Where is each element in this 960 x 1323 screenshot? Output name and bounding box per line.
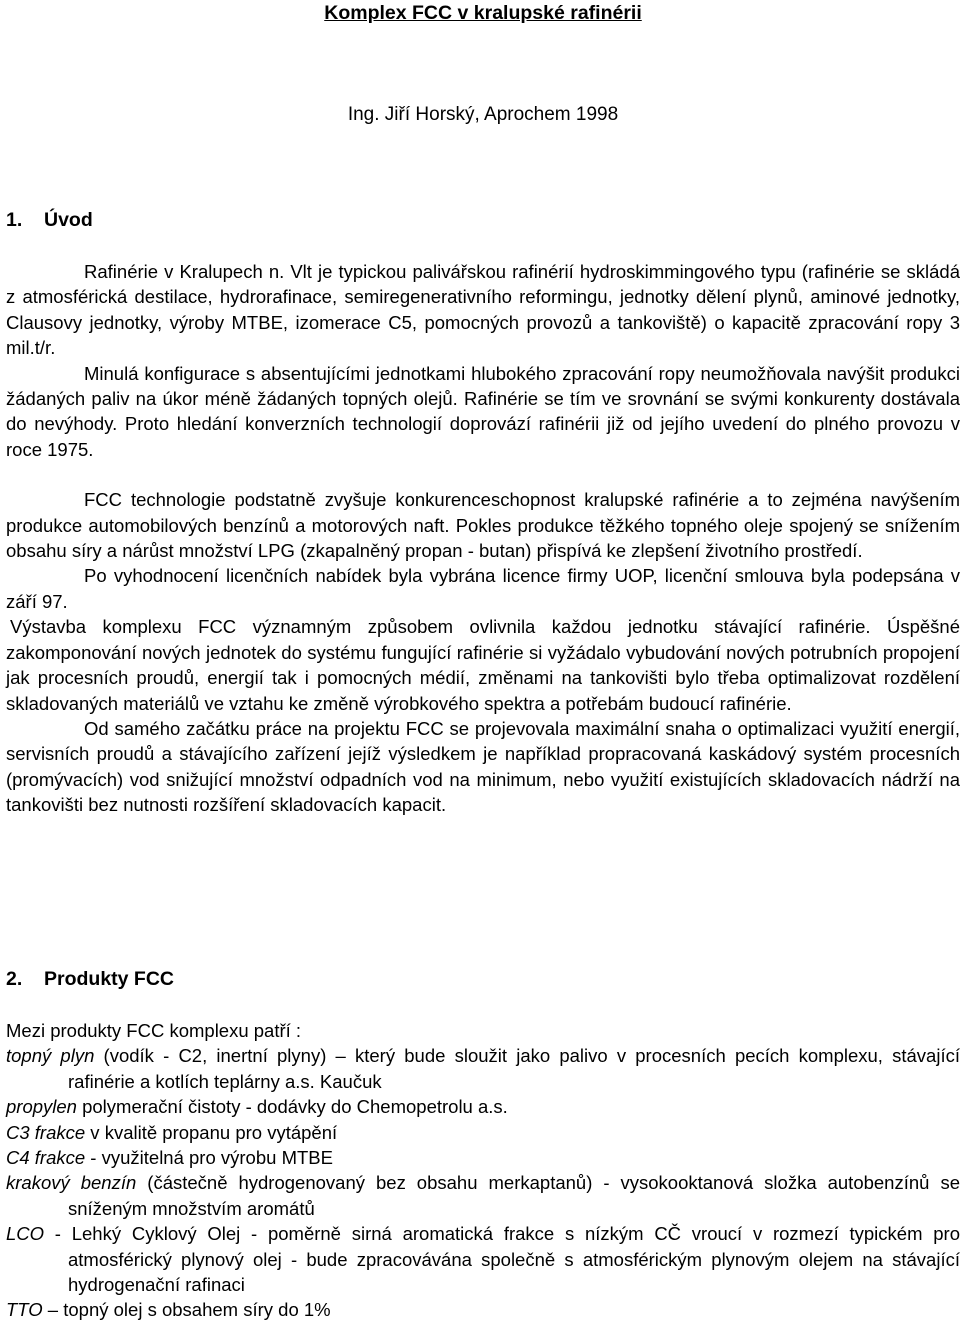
paragraph: Od samého začátku práce na projektu FCC se projevovala maximální snaha o optimalizaci využití energií, servisních proudů a stávajícího zařízení jejíž výsledkem je například propracovaná kaskádový systém procesních (promývacích) vod snižující množství odpadních vod na minimum, nebo využití existujících skladovacích nádrží na tankovišti bez nutnosti rozšíření skladovacích kapacit. (6, 717, 960, 816)
product-term: C4 frakce (6, 1147, 86, 1169)
product-description: polymerační čistoty - dodávky do Chemopetrolu a.s. (76, 1096, 508, 1118)
product-description: v kvalitě propanu pro vytápění (85, 1121, 338, 1143)
products-intro: Mezi produkty FCC komplexu patří : (6, 1020, 302, 1041)
paragraph: Minulá konfigurace s absentujícími jednotkami hlubokého zpracování ropy neumožňovala navýšit produkci žádaných paliv na úkor méně žádaných topných olejů. Rafinérie se tím ve srovnání se svými konkurenty dostávala do nevýhody. Proto hledání konverzních technologií doprovází rafinérii již od jejího uvedení do plného provozu v roce 1975. (6, 362, 960, 460)
product-term: TTO (6, 1299, 43, 1321)
paragraph: Po vyhodnocení licenčních nabídek byla vybrána licence firmy UOP, licenční smlouva byla podepsána v září 97. (6, 565, 960, 612)
product-item (6, 1145, 960, 1170)
product-item (6, 1297, 960, 1322)
product-term: propylen (6, 1096, 77, 1118)
product-description: - Lehký Cyklový Olej - poměrně sirná aromatická frakce s nízkým CČ vroucí v rozmezí typickém pro atmosférický plynový olej - bude zpracovávána společně s atmosférickým plynovým olejem na stávající hydrogenační rafinaci (44, 1223, 960, 1296)
product-description: (částečně hydrogenovaný bez obsahu merkaptanů) - vysokooktanová složka autobenzínů se sníženým množstvím aromátů (68, 1172, 960, 1219)
product-item (6, 1094, 960, 1119)
section-heading-uvod (6, 207, 93, 233)
section-number: 2. (6, 968, 23, 990)
section-title: Produkty FCC (44, 968, 175, 990)
product-term: krakový benzín (6, 1172, 137, 1194)
product-description: (vodík - C2, inertní plyny) – který bude sloužit jako palivo v procesních pecích komplexu, stávající rafinérie a kotlích teplárny a.s. Kaučuk (68, 1045, 960, 1092)
product-description: - využitelná pro výrobu MTBE (85, 1147, 333, 1169)
document-title: Komplex FCC v kralupské rafinérii (324, 2, 642, 24)
section-uvod-body (6, 259, 960, 818)
product-item (6, 1043, 960, 1094)
paragraph: FCC technologie podstatně zvyšuje konkurenceschopnost kralupské rafinérie a to zejména navýšením produkce automobilových benzínů a motorových naft. Pokles produkce těžkého topného oleje spojený se snížením obsahu síry a nárůst množství LPG (zkapalněný propan - butan) přispívá ke zlepšení životního prostředí. (6, 489, 960, 562)
section-number: 1. (6, 209, 23, 231)
paragraph: Výstavba komplexu FCC významným způsobem ovlivnila každou jednotku stávající rafinérie. Úspěšné zakomponování nových jednotek do systému fungující rafinérie si vyžádalo vybudování nových potrubních propojení jak procesních proudů, energií tak i pomocných médií, změnami na tankovišti bylo třeba optimalizovat rozdělení skladovaných materiálů ve vztahu ke změně výrobkového spektra a potřebám budoucí rafinérie. (6, 616, 960, 714)
product-term: LCO (6, 1223, 45, 1245)
product-description: – topný olej s obsahem síry do 1% (42, 1299, 331, 1321)
paragraph: Rafinérie v Kralupech n. Vlt je typickou palivářskou rafinérií hydroskimmingového typu (rafinérie se skládá z atmosférická destilace, hydrorafinace, semiregenerativního reformingu, jednotky dělení plynů, aminové jednotky, Clausovy jednotky, výroby MTBE, izomerace C5, pomocných provozů a tankoviště) o kapacitě zpracování ropy 3 mil.t/r. (6, 261, 960, 359)
section-title: Úvod (44, 209, 93, 231)
document-author: Ing. Jiří Horský, Aprochem 1998 (347, 104, 619, 125)
product-term: C3 frakce (6, 1121, 86, 1143)
product-term: topný plyn (6, 1045, 95, 1067)
section-produkty-body (6, 1018, 960, 1323)
section-heading-produkty (6, 966, 174, 992)
product-item (6, 1120, 960, 1145)
product-item (6, 1170, 960, 1221)
product-item (6, 1221, 960, 1297)
